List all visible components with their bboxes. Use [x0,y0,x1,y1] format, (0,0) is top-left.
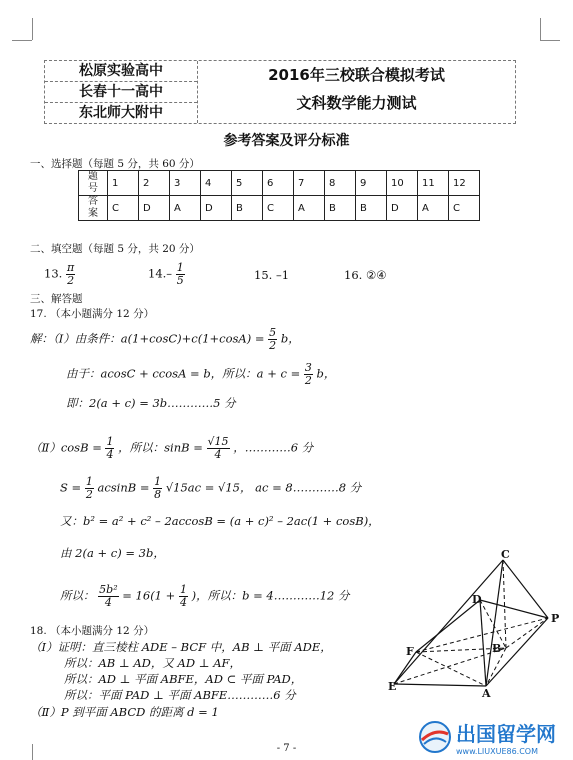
section-heading: 三、解答题 [30,293,83,305]
crop-mark-top-right-h [540,40,560,41]
exam-subtitle: 文科数学能力测试 [296,94,417,112]
answer-14: 14.– $\frac{1}{5}$ [148,261,184,287]
table-cell: D [387,196,418,221]
table-cell: B [232,196,263,221]
crop-mark-top-left-v [32,18,33,40]
table-cell: 3 [170,171,201,196]
exam-title: 2016年三校联合模拟考试 [268,66,445,84]
pyramid-figure [388,548,568,698]
vertex-label-a: A [482,687,491,698]
row-label: 题 号 [79,171,108,196]
solution-line: （Ⅰ）证明：直三棱柱 ADE – BCF 中，AB ⊥ 平面 ADE， [30,640,332,654]
solution-line: S = $\frac{1}{2}$ acsinB = $\frac{1}{8}$ √15ac = √15， ac = 8…………8 分 [60,475,362,501]
table-cell: 9 [356,171,387,196]
table-cell: 12 [449,171,480,196]
solution-line: 所以：AB ⊥ AD，又 AD ⊥ AF， [64,656,241,670]
table-cell: 4 [201,171,232,196]
answer-16: 16. ②④ [344,268,387,282]
table-row [79,196,480,221]
table-cell: A [294,196,325,221]
vertex-label-f: F [406,645,414,658]
table-cell: 6 [263,171,294,196]
crop-mark-top-right-v [540,18,541,40]
page-number: - 7 - [276,743,297,754]
section-heading: 二、填空题（每题 5 分，共 20 分） [30,243,200,255]
table-cell: C [108,196,139,221]
header-box [44,60,516,124]
solution-line: 又：b² = a² + c² – 2accosB = (a + c)² – 2ac(1 + cosB)， [60,514,380,528]
section-heading: 一、选择题（每题 5 分，共 60 分） [30,158,200,170]
solution-line: （Ⅱ）cosB = $\frac{1}{4}$ ，所以：sinB = $\frac{√15}{4}$ ，…………6 分 [30,435,314,461]
problem-header: 18. （本小题满分 12 分） [30,625,155,637]
solution-line: 由于：acosC + ccosA = b，所以：a + c = $\frac{3}{2}$ b， [66,361,336,387]
answer-13: 13. $\frac{\pi}{2}$ [44,261,75,287]
table-cell: B [356,196,387,221]
table-cell: 10 [387,171,418,196]
watermark-url: www.LIUXUE86.COM [456,747,539,756]
table-cell: D [201,196,232,221]
solution-line: （Ⅱ）P 到平面 ABCD 的距离 d = 1 [30,705,219,719]
table-cell: C [263,196,294,221]
vertex-label-e: E [388,680,397,693]
problem-header: 17. （本小题满分 12 分） [30,308,155,320]
school-name: 长春十一高中 [45,82,197,103]
table-row [79,171,480,196]
school-name: 松原实验高中 [45,61,197,82]
exam-title-block [198,61,515,123]
solution-line: 所以：平面 PAD ⊥ 平面 ABFE…………6 分 [64,688,296,702]
solution-line: 即：2(a + c) = 3b…………5 分 [66,396,236,410]
table-cell: D [139,196,170,221]
table-cell: 7 [294,171,325,196]
answer-15: 15. –1 [254,268,290,282]
solution-line: 所以：AD ⊥ 平面 ABFE，AD ⊂ 平面 PAD， [64,672,303,686]
vertex-label-d: D [472,593,482,606]
table-cell: 8 [325,171,356,196]
vertex-label-c: C [501,548,510,561]
watermark-text: 出国留学网 [456,722,556,746]
answer-table [78,170,480,221]
table-cell: B [325,196,356,221]
vertex-label-b: B [492,642,502,655]
school-name: 东北师大附中 [79,105,163,121]
solution-line: 解：（Ⅰ）由条件：a(1+cosC)+c(1+cosA) = $\frac{5}{2}$ b， [30,326,300,352]
table-cell: 11 [418,171,449,196]
table-cell: C [449,196,480,221]
solution-line: 所以： $\frac{\text{5b²}}{4}$ = 16(1 + $\frac{1}{4}$ )，所以：b = 4…………12 分 [60,583,350,609]
table-cell: 5 [232,171,263,196]
document-title: 参考答案及评分标准 [223,133,350,149]
school-list [45,61,198,123]
table-cell: A [418,196,449,221]
crop-mark-top-left-h [12,40,32,41]
vertex-label-p: P [551,612,560,625]
row-label: 答 案 [79,196,108,221]
table-cell: 1 [108,171,139,196]
solution-line: 由 2(a + c) = 3b， [60,546,165,560]
table-cell: A [170,196,201,221]
table-cell: 2 [139,171,170,196]
